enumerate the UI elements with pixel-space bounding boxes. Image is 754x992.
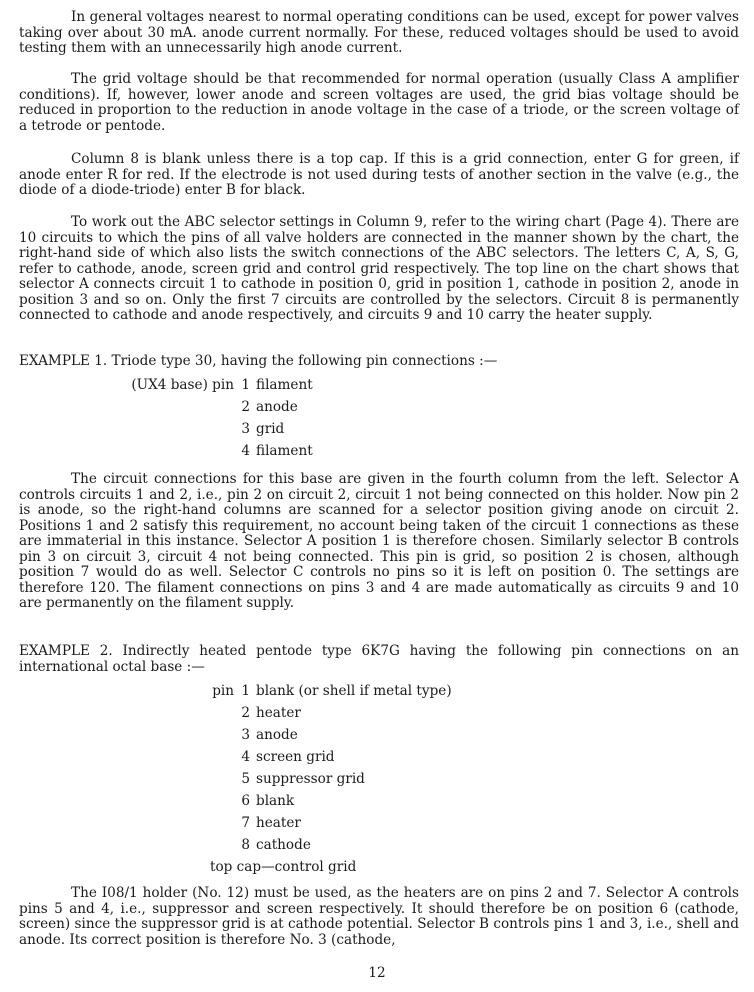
pin-row: pin 1 blank (or shell if metal type)	[212, 683, 452, 699]
page-number: 12	[368, 965, 386, 981]
pin-row: 3 grid	[241, 421, 285, 437]
example-2-pin-list	[210, 680, 452, 878]
example-1-heading: EXAMPLE 1. Triode type 30, having the following pin connections :—	[19, 353, 498, 369]
pin-row: 8 cathode	[241, 837, 311, 853]
pin-row: 7 heater	[241, 815, 301, 831]
paragraph-grid-voltage: The grid voltage should be that recommended for normal operation (usually Class A amplifier conditions). If, however, lower anode and screen voltages are used, the grid bias voltage should be reduced in proportion to the reduction in anode voltage in the case of a triode, or the screen voltage of a tetrode or pentode.	[19, 71, 739, 134]
pin-row: 6 blank	[241, 793, 295, 809]
pin-row: 4 screen grid	[241, 749, 335, 765]
top-cap-row: top cap—control grid	[210, 859, 357, 875]
paragraph-abc-selector: To work out the ABC selector settings in Column 9, refer to the wiring chart (Page 4). There are 10 circuits to which the pins of all valve holders are connected in the manner shown by the chart, the right-hand side of which also lists the switch connections of the ABC selectors. The letters C, A, S, G, refer to cathode, anode, screen grid and control grid respectively. The top line on the chart shows that selector A connects circuit 1 to cathode in position 0, grid in position 1, cathode in position 2, anode in position 3 and so on. Only the first 7 circuits are controlled by the selectors. Circuit 8 is permanently connected to cathode and anode respectively, and circuits 9 and 10 carry the heater supply.	[19, 214, 739, 323]
pin-row: 2 heater	[241, 705, 301, 721]
example-2-explanation: The I08/1 holder (No. 12) must be used, as the heaters are on pins 2 and 7. Selector A controls pins 5 and 4, i.e., suppressor and screen respectively. It should therefore be on position 6 (cathode, screen) since the suppressor grid is at cathode potential. Selector B controls pins 1 and 3, i.e., shell and anode. Its correct position is therefore No. 3 (cathode,	[19, 885, 739, 948]
pin-row: 2 anode	[241, 399, 298, 415]
paragraph-voltages: In general voltages nearest to normal operating conditions can be used, except for power valves taking over about 30 mA. anode current normally. For these, reduced voltages should be used to avoid testing them with an unnecessarily high anode current.	[19, 9, 739, 56]
pin-row: 5 suppressor grid	[241, 771, 365, 787]
pin-row: (UX4 base) pin 1 filament	[131, 377, 313, 393]
pin-row: 4 filament	[241, 443, 313, 459]
paragraph-column-8: Column 8 is blank unless there is a top cap. If this is a grid connection, enter G for green, if anode enter R for red. If the electrode is not used during tests of another section in the valve (e.g., the diode of a diode-triode) enter B for black.	[19, 151, 739, 198]
example-1-explanation: The circuit connections for this base are given in the fourth column from the left. Selector A controls circuits 1 and 2, i.e., pin 2 on circuit 2, circuit 1 not being connected on this holder. Now pin 2 is anode, so the right-hand columns are scanned for a selector position giving anode on circuit 2. Positions 1 and 2 satisfy this requirement, no account being taken of the circuit 1 connections as these are immaterial in this instance. Selector A position 1 is therefore chosen. Similarly selector B controls pin 3 on circuit 3, circuit 4 not being connected. This pin is grid, so position 2 is chosen, although position 7 would do as well. Selector C controls no pins so it is left on position 0. The settings are therefore 120. The filament connections on pins 3 and 4 are made automatically as circuits 9 and 10 are permanently on the filament supply.	[19, 471, 739, 611]
example-2-heading: EXAMPLE 2. Indirectly heated pentode type 6K7G having the following pin connections on an international octal base :—	[19, 643, 739, 675]
pin-row: 3 anode	[241, 727, 298, 743]
example-1-pin-list	[122, 374, 313, 462]
